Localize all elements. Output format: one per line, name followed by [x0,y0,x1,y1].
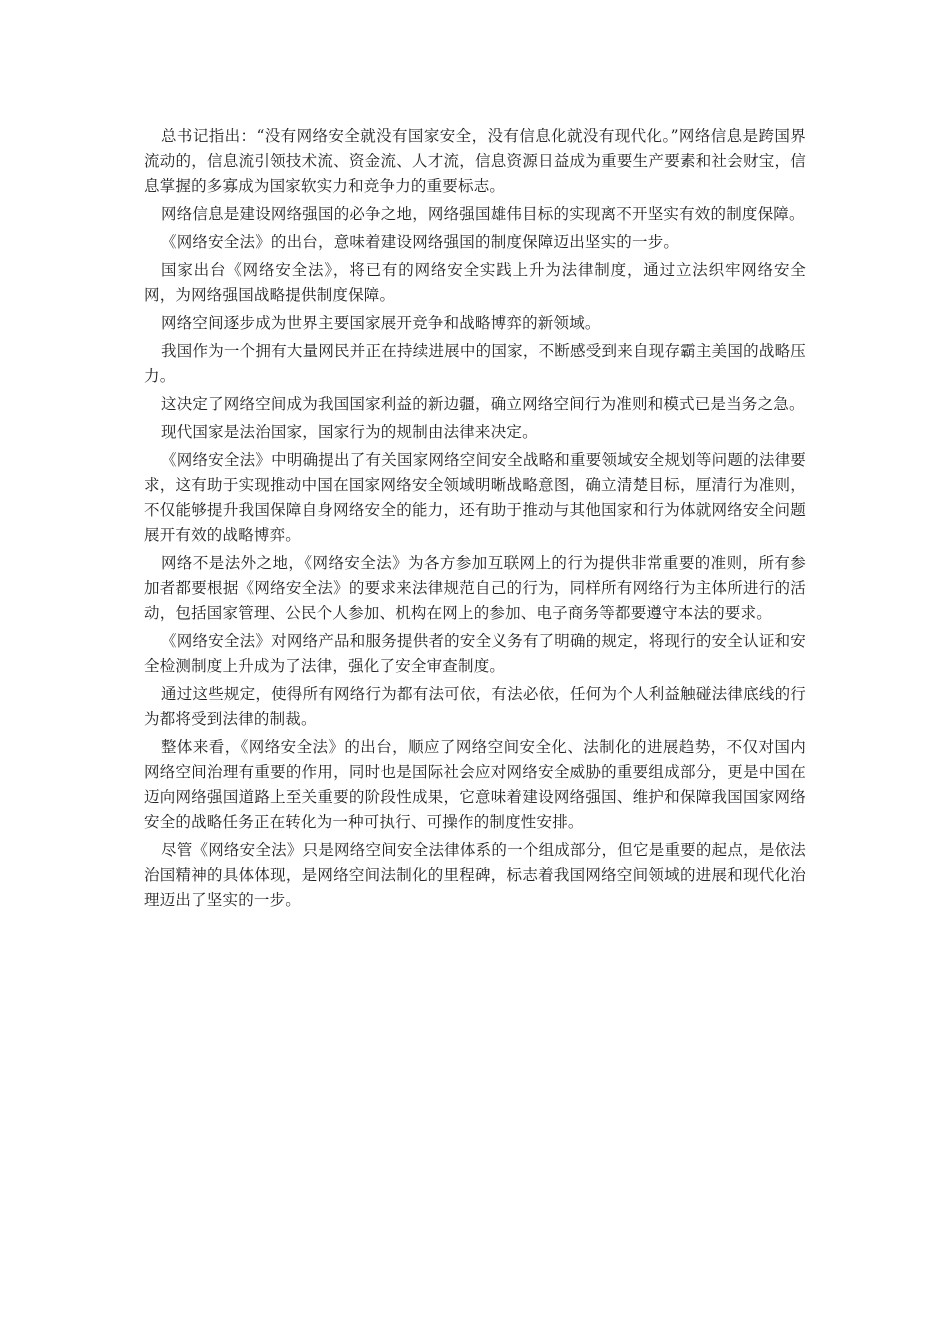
paragraph-4: 国家出台《网络安全法》，将已有的网络安全实践上升为法律制度，通过立法织牢网络安全网，为网络强国战略提供制度保障。 [144,261,806,304]
paragraph-12: 通过这些规定，使得所有网络行为都有法可依，有法必依，任何为个人利益触碰法律底线的行为都将受到法律的制裁。 [144,685,806,728]
paragraph-13: 整体来看，《网络安全法》的出台，顺应了网络空间安全化、法制化的进展趋势，不仅对国内网络空间治理有重要的作用，同时也是国际社会应对网络安全威胁的重要组成部分，更是中国在迈向网络强国道路上至关重要的阶段性成果，它意味着建设网络强国、维护和保障我国国家网络安全的战略任务正在转化为一种可执行、可操作的制度性安排。 [144,738,806,831]
paragraph-5: 网络空间逐步成为世界主要国家展开竞争和战略博弈的新领域。 [161,314,601,332]
paragraph-11: 《网络安全法》对网络产品和服务提供者的安全义务有了明确的规定，将现行的安全认证和安全检测制度上升成为了法律，强化了安全审查制度。 [144,632,806,675]
paragraph-7: 这决定了网络空间成为我国国家利益的新边疆，确立网络空间行为准则和模式已是当务之急。 [161,395,805,413]
paragraph-9: 《网络安全法》中明确提出了有关国家网络空间安全战略和重要领域安全规划等问题的法律要求，这有助于实现推动中国在国家网络安全领域明晰战略意图，确立清楚目标，厘清行为准则，不仅能够提升我国保障自身网络安全的能力，还有助于推动与其他国家和行为体就网络安全问题展开有效的战略博弈。 [144,451,806,544]
paragraph-6: 我国作为一个拥有大量网民并正在持续进展中的国家，不断感受到来自现存霸主美国的战略压力。 [144,342,806,385]
paragraph-2: 网络信息是建设网络强国的必争之地，网络强国雄伟目标的实现离不开坚实有效的制度保障。 [161,205,805,223]
paragraph-14: 尽管《网络安全法》只是网络空间安全法律体系的一个组成部分，但它是重要的起点，是依法治国精神的具体体现，是网络空间法制化的里程碑，标志着我国网络空间领域的进展和现代化治理迈出了坚实的一步。 [144,841,806,909]
paragraph-10: 网络不是法外之地，《网络安全法》为各方参加互联网上的行为提供非常重要的准则，所有参加者都要根据《网络安全法》的要求来法律规范自己的行为，同样所有网络行为主体所进行的活动，包括国家管理、公民个人参加、机构在网上的参加、电子商务等都要遵守本法的要求。 [144,554,806,622]
document-body [144,124,806,916]
paragraph-3: 《网络安全法》的出台，意味着建设网络强国的制度保障迈出坚实的一步。 [161,233,680,251]
paragraph-8: 现代国家是法治国家，国家行为的规制由法律来决定。 [161,423,538,441]
paragraph-1: 总书记指出：“没有网络安全就没有国家安全，没有信息化就没有现代化。”网络信息是跨国界流动的，信息流引领技术流、资金流、人才流，信息资源日益成为重要生产要素和社会财宝，信息掌握的多寡成为国家软实力和竞争力的重要标志。 [144,127,806,195]
